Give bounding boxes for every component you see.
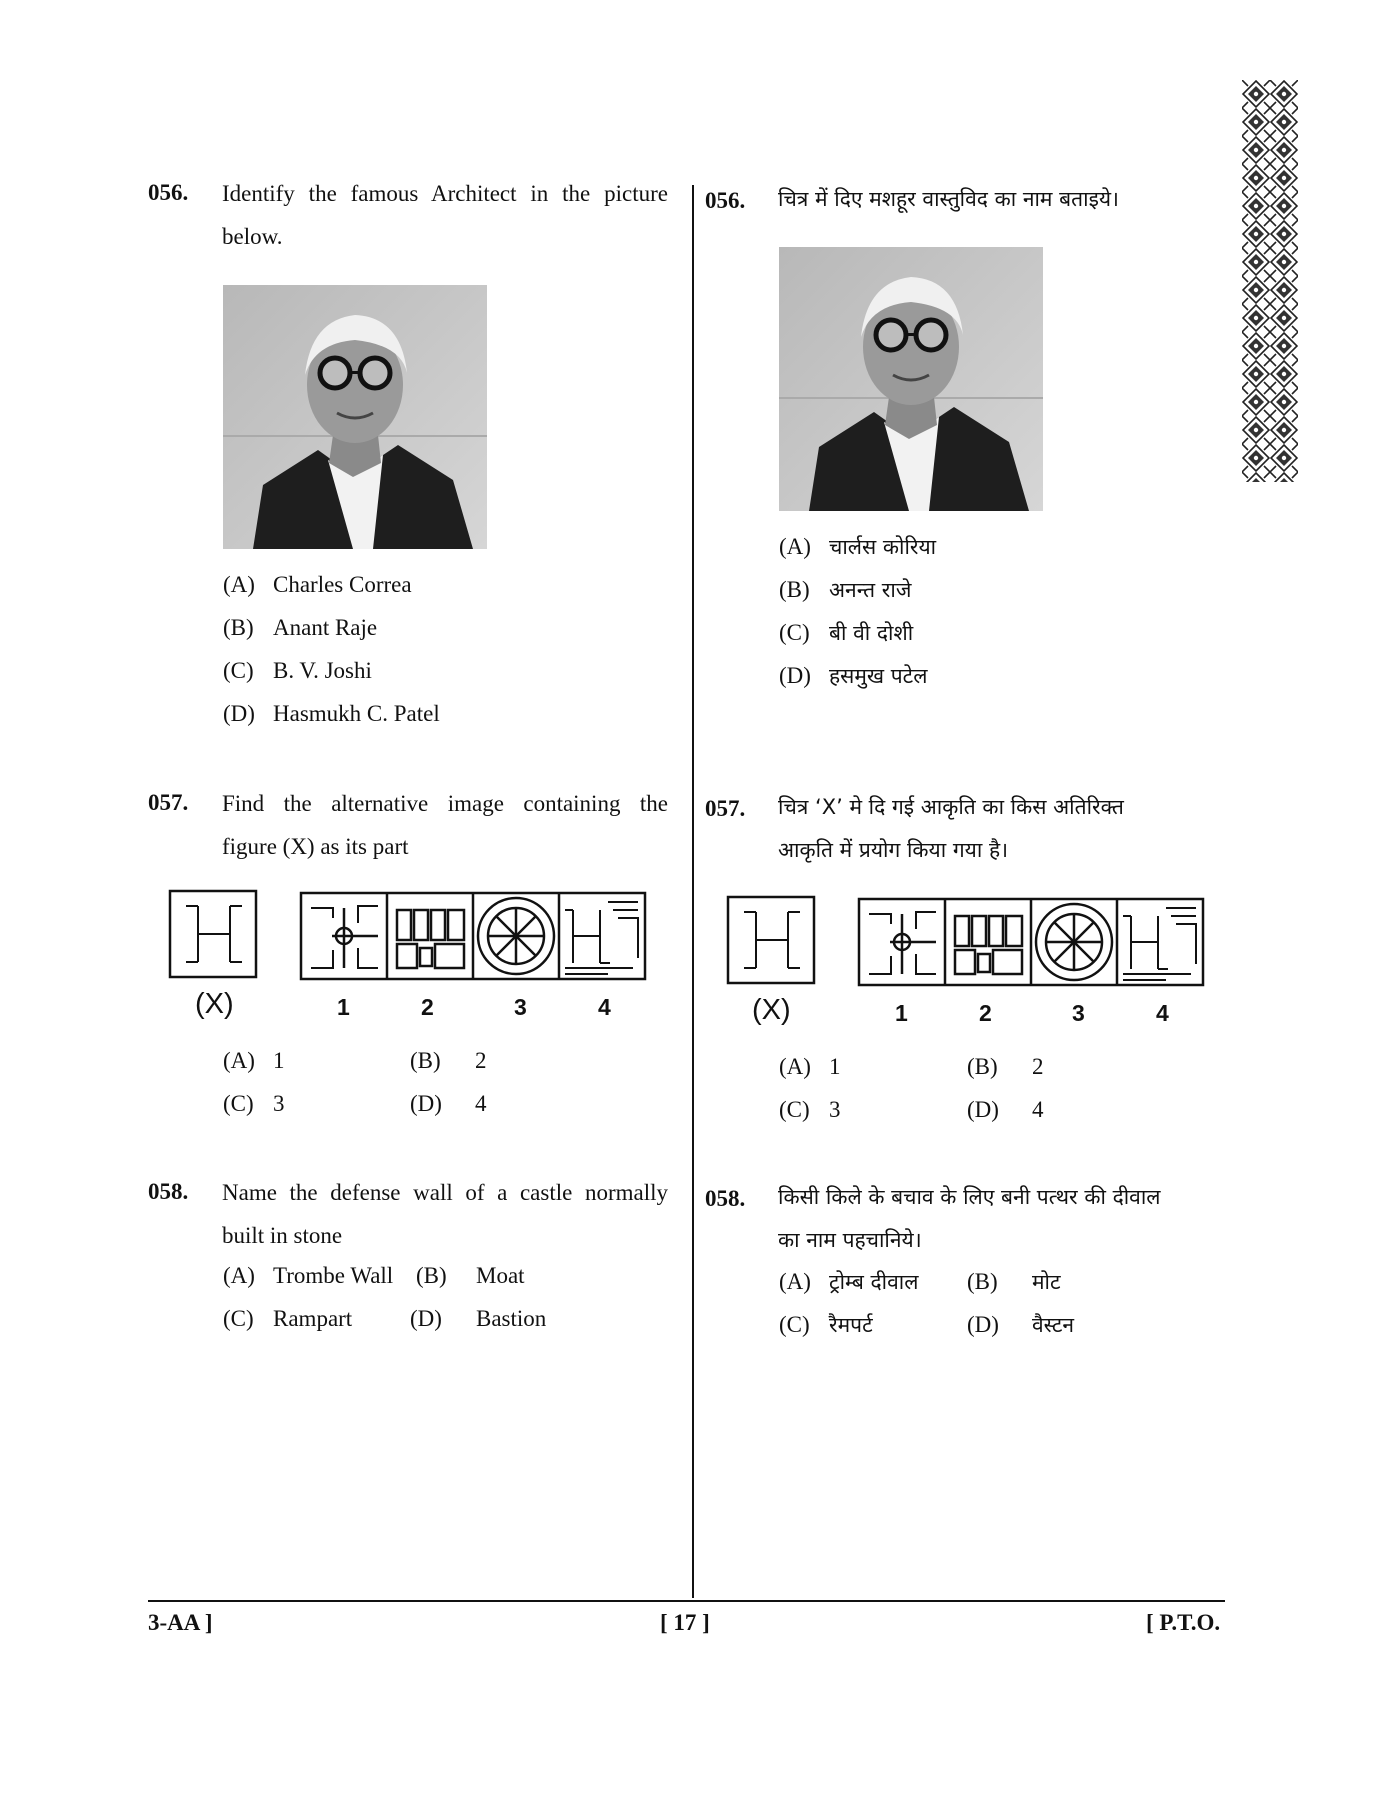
architect-photo bbox=[779, 247, 1043, 511]
figure-label: 3 bbox=[1072, 1000, 1085, 1026]
figure-label: 3 bbox=[514, 994, 527, 1020]
question-text bbox=[222, 1171, 668, 1257]
option-c: (C) 3 bbox=[779, 1097, 841, 1122]
figure-label: 4 bbox=[1156, 1000, 1169, 1026]
question-line: किसी किले के बचाव के लिए बनी पत्थर की दीवाल bbox=[778, 1185, 1161, 1209]
option-c: (C) 3 bbox=[223, 1091, 285, 1116]
question-number: 058. bbox=[705, 1186, 746, 1211]
option-a: (A) ट्रोम्ब दीवाल bbox=[779, 1269, 919, 1294]
option-a: (A) 1 bbox=[779, 1054, 841, 1079]
question-text bbox=[778, 178, 1228, 221]
option-c: (C) B. V. Joshi bbox=[223, 658, 372, 683]
question-line: आकृति में प्रयोग किया गया है। bbox=[778, 838, 1009, 862]
question-line: चित्र ‘X’ मे दि गई आकृति का किस अतिरिक्त bbox=[778, 795, 1124, 819]
option-d: (D) वैस्टन bbox=[967, 1312, 1075, 1337]
figure-strip bbox=[168, 888, 648, 983]
option-b: (B) 2 bbox=[410, 1048, 487, 1073]
option-a: (A) Trombe Wall bbox=[223, 1263, 394, 1288]
footer-rule bbox=[148, 1600, 1225, 1602]
option-c: (C) Rampart bbox=[223, 1306, 353, 1331]
question-text bbox=[778, 786, 1228, 872]
question-number: 056. bbox=[148, 180, 189, 205]
option-d: (D) 4 bbox=[967, 1097, 1044, 1122]
figure-strip bbox=[726, 894, 1206, 989]
page-number: [ 17 ] bbox=[660, 1610, 710, 1635]
question-line: below. bbox=[222, 224, 283, 249]
option-a: (A) 1 bbox=[223, 1048, 285, 1073]
option-c: (C) बी वी दोशी bbox=[779, 620, 914, 645]
option-b: (B) 2 bbox=[967, 1054, 1044, 1079]
question-text bbox=[222, 172, 668, 258]
option-c: (C) रैमपर्ट bbox=[779, 1312, 873, 1337]
question-line: Identify the famous Architect in the picture bbox=[222, 181, 668, 206]
figure-label: 2 bbox=[421, 994, 434, 1020]
question-number: 056. bbox=[705, 188, 746, 213]
question-number: 057. bbox=[705, 796, 746, 821]
option-b: (B) Anant Raje bbox=[223, 615, 378, 640]
column-divider bbox=[692, 185, 694, 1598]
question-line: Name the defense wall of a castle normally bbox=[222, 1180, 668, 1205]
option-b: (B) अनन्त राजे bbox=[779, 577, 912, 602]
figure-x-label: (X) bbox=[195, 988, 234, 1020]
decorative-border-pattern bbox=[1242, 80, 1298, 482]
option-b: (B) Moat bbox=[416, 1263, 525, 1288]
architect-photo bbox=[223, 285, 487, 549]
figure-x-label: (X) bbox=[752, 994, 791, 1026]
option-d: (D) 4 bbox=[410, 1091, 487, 1116]
booklet-code: 3-AA ] bbox=[148, 1610, 213, 1635]
question-number: 057. bbox=[148, 790, 189, 815]
option-d: (D) Hasmukh C. Patel bbox=[223, 701, 440, 726]
question-line: figure (X) as its part bbox=[222, 834, 409, 859]
option-a: (A) चार्लस कोरिया bbox=[779, 534, 937, 559]
option-b: (B) मोट bbox=[967, 1269, 1061, 1294]
question-line: का नाम पहचानिये। bbox=[778, 1228, 922, 1252]
option-d: (D) हसमुख पटेल bbox=[779, 663, 928, 688]
figure-label: 2 bbox=[979, 1000, 992, 1026]
option-d: (D) Bastion bbox=[410, 1306, 547, 1331]
question-line: built in stone bbox=[222, 1223, 343, 1248]
option-a: (A) Charles Correa bbox=[223, 572, 412, 597]
question-line: Find the alternative image containing the bbox=[222, 791, 668, 816]
question-text bbox=[222, 782, 668, 868]
question-line: चित्र में दिए मशहूर वास्तुविद का नाम बताइये। bbox=[778, 187, 1120, 211]
question-text bbox=[778, 1176, 1228, 1262]
figure-label: 4 bbox=[598, 994, 611, 1020]
figure-label: 1 bbox=[895, 1000, 908, 1026]
figure-label: 1 bbox=[337, 994, 350, 1020]
question-number: 058. bbox=[148, 1179, 189, 1204]
please-turn-over: [ P.T.O. bbox=[1146, 1610, 1221, 1635]
